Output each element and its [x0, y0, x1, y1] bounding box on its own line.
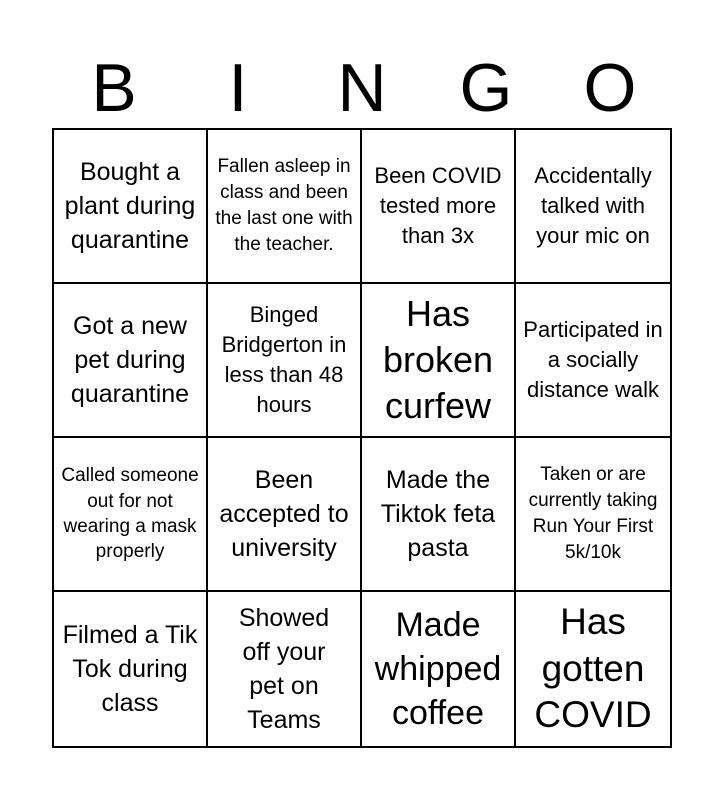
- title-letter-b: B: [91, 50, 137, 126]
- cell-text: Been accepted to university: [219, 466, 349, 562]
- title-letter-g: G: [459, 50, 513, 126]
- bingo-cell[interactable]: [362, 438, 516, 592]
- cell-text: Taken or are currently taking Run Your First 5k/10k: [528, 463, 658, 564]
- cell-text: Participated in a socially distance walk: [523, 317, 663, 402]
- bingo-cell[interactable]: [208, 284, 362, 438]
- bingo-cell[interactable]: [516, 592, 670, 746]
- cell-text: Has gotten COVID: [534, 601, 652, 736]
- cell-text: Made the Tiktok feta pasta: [380, 466, 496, 562]
- bingo-cell[interactable]: [208, 592, 362, 746]
- cell-text: Binged Bridgerton in less than 48 hours: [221, 302, 347, 417]
- cell-text: Called someone out for not wearing a mask properly: [61, 465, 199, 563]
- title-letter-n: N: [337, 50, 387, 126]
- cell-text: Filmed a Tik Tok during class: [62, 621, 198, 717]
- bingo-cell[interactable]: [362, 284, 516, 438]
- cell-text: Been COVID tested more than 3x: [374, 163, 502, 248]
- bingo-board: [52, 128, 672, 748]
- cell-text: Has broken curfew: [382, 292, 494, 427]
- title-letter-i: I: [228, 50, 248, 126]
- bingo-cell[interactable]: [362, 592, 516, 746]
- cell-text: Bought a plant during quarantine: [64, 158, 196, 254]
- cell-text: Made whipped coffee: [374, 605, 502, 733]
- bingo-cell[interactable]: [208, 130, 362, 284]
- bingo-cell[interactable]: [516, 130, 670, 284]
- bingo-cell[interactable]: [516, 284, 670, 438]
- cell-text: Fallen asleep in class and been the last one with the teacher.: [215, 155, 353, 256]
- bingo-cell[interactable]: [54, 130, 208, 284]
- cell-text: Got a new pet during quarantine: [70, 312, 190, 408]
- bingo-title: [52, 48, 672, 128]
- bingo-cell[interactable]: [54, 284, 208, 438]
- bingo-cell[interactable]: [516, 438, 670, 592]
- bingo-cell[interactable]: [54, 592, 208, 746]
- cell-text: Showed off your pet on Teams: [238, 604, 330, 734]
- bingo-cell[interactable]: [54, 438, 208, 592]
- title-letter-o: O: [583, 50, 637, 126]
- bingo-cell[interactable]: [362, 130, 516, 284]
- bingo-cell[interactable]: [208, 438, 362, 592]
- cell-text: Accidentally talked with your mic on: [534, 163, 652, 248]
